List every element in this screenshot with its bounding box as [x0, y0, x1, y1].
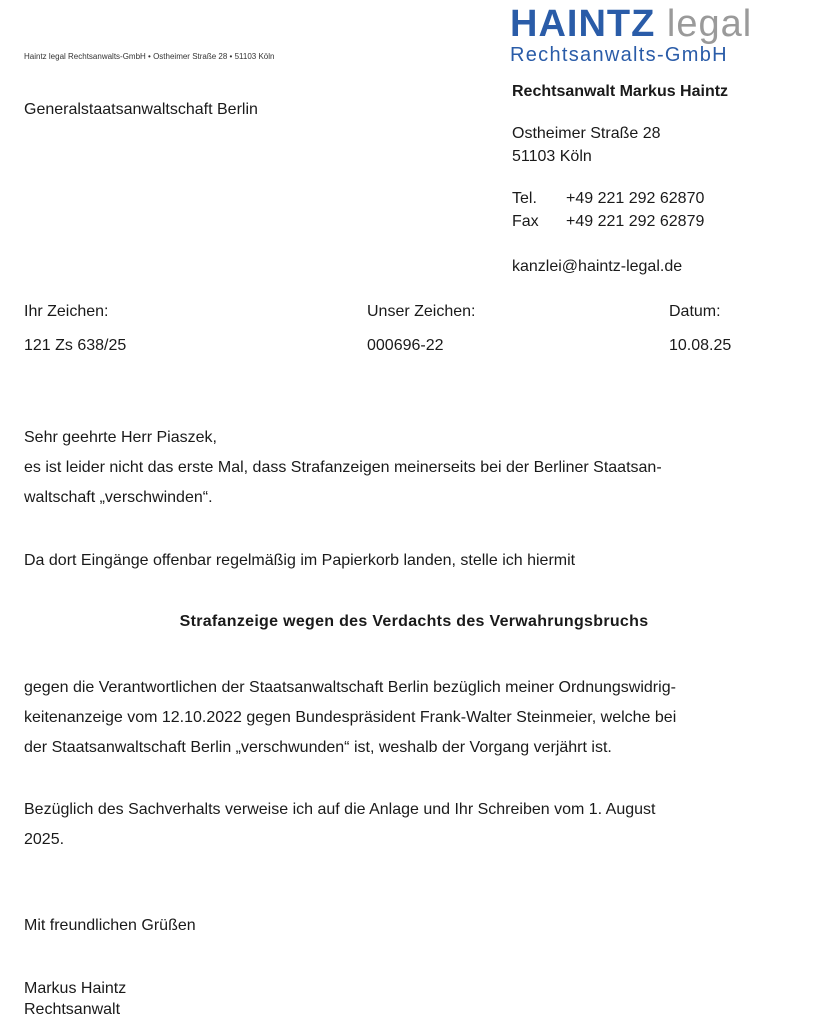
- unser-zeichen-label: Unser Zeichen:: [367, 303, 476, 320]
- salutation: Sehr geehrte Herr Piaszek,: [24, 429, 217, 446]
- paragraph-1-line-1: es ist leider nicht das erste Mal, dass Strafanzeigen meinerseits bei der Berliner Staatsan-: [24, 459, 662, 476]
- signer-title: Rechtsanwalt: [24, 1001, 121, 1018]
- fax-label: Fax: [512, 213, 539, 230]
- paragraph-3-line-1: gegen die Verantwortlichen der Staatsanwaltschaft Berlin bezüglich meiner Ordnungswidrig-: [24, 679, 676, 696]
- unser-zeichen-value: 000696-22: [367, 337, 444, 354]
- logo-brand-suffix: legal: [666, 3, 753, 45]
- subject-line: Strafanzeige wegen des Verdachts des Verwahrungsbruchs: [179, 613, 649, 630]
- paragraph-3-line-2: keitenanzeige vom 12.10.2022 gegen Bundespräsident Frank-Walter Steinmeier, welche bei: [24, 709, 677, 726]
- recipient: Generalstaatsanwaltschaft Berlin: [24, 101, 258, 118]
- firm-street: Ostheimer Straße 28: [512, 125, 661, 142]
- fax-number: +49 221 292 62879: [566, 213, 705, 230]
- firm-name: Rechtsanwalt Markus Haintz: [512, 83, 729, 100]
- tel-number: +49 221 292 62870: [566, 190, 705, 207]
- paragraph-2: Da dort Eingänge offenbar regelmäßig im Papierkorb landen, stelle ich hiermit: [24, 552, 576, 569]
- logo: [510, 4, 752, 44]
- tel-label: Tel.: [512, 190, 537, 207]
- paragraph-4-line-2: 2025.: [24, 831, 65, 848]
- firm-email: kanzlei@haintz-legal.de: [512, 258, 683, 275]
- firm-city: 51103 Köln: [512, 148, 592, 165]
- paragraph-3-line-3: der Staatsanwaltschaft Berlin „verschwunden“ ist, weshalb der Vorgang verjährt ist.: [24, 739, 612, 756]
- closing: Mit freundlichen Grüßen: [24, 917, 196, 934]
- ihr-zeichen-label: Ihr Zeichen:: [24, 303, 109, 320]
- paragraph-1-line-2: waltschaft „verschwinden“.: [24, 489, 213, 506]
- datum-value: 10.08.25: [669, 337, 732, 354]
- datum-label: Datum:: [669, 303, 721, 320]
- logo-subtitle: Rechtsanwalts-GmbH: [510, 44, 728, 66]
- logo-brand: HAINTZ: [510, 3, 656, 45]
- sender-return-line: Haintz legal Rechtsanwalts-GmbH • Ostheimer Straße 28 • 51103 Köln: [24, 52, 275, 61]
- paragraph-4-line-1: Bezüglich des Sachverhalts verweise ich auf die Anlage und Ihr Schreiben vom 1. August: [24, 801, 656, 818]
- ihr-zeichen-value: 121 Zs 638/25: [24, 337, 127, 354]
- signer-name: Markus Haintz: [24, 980, 127, 997]
